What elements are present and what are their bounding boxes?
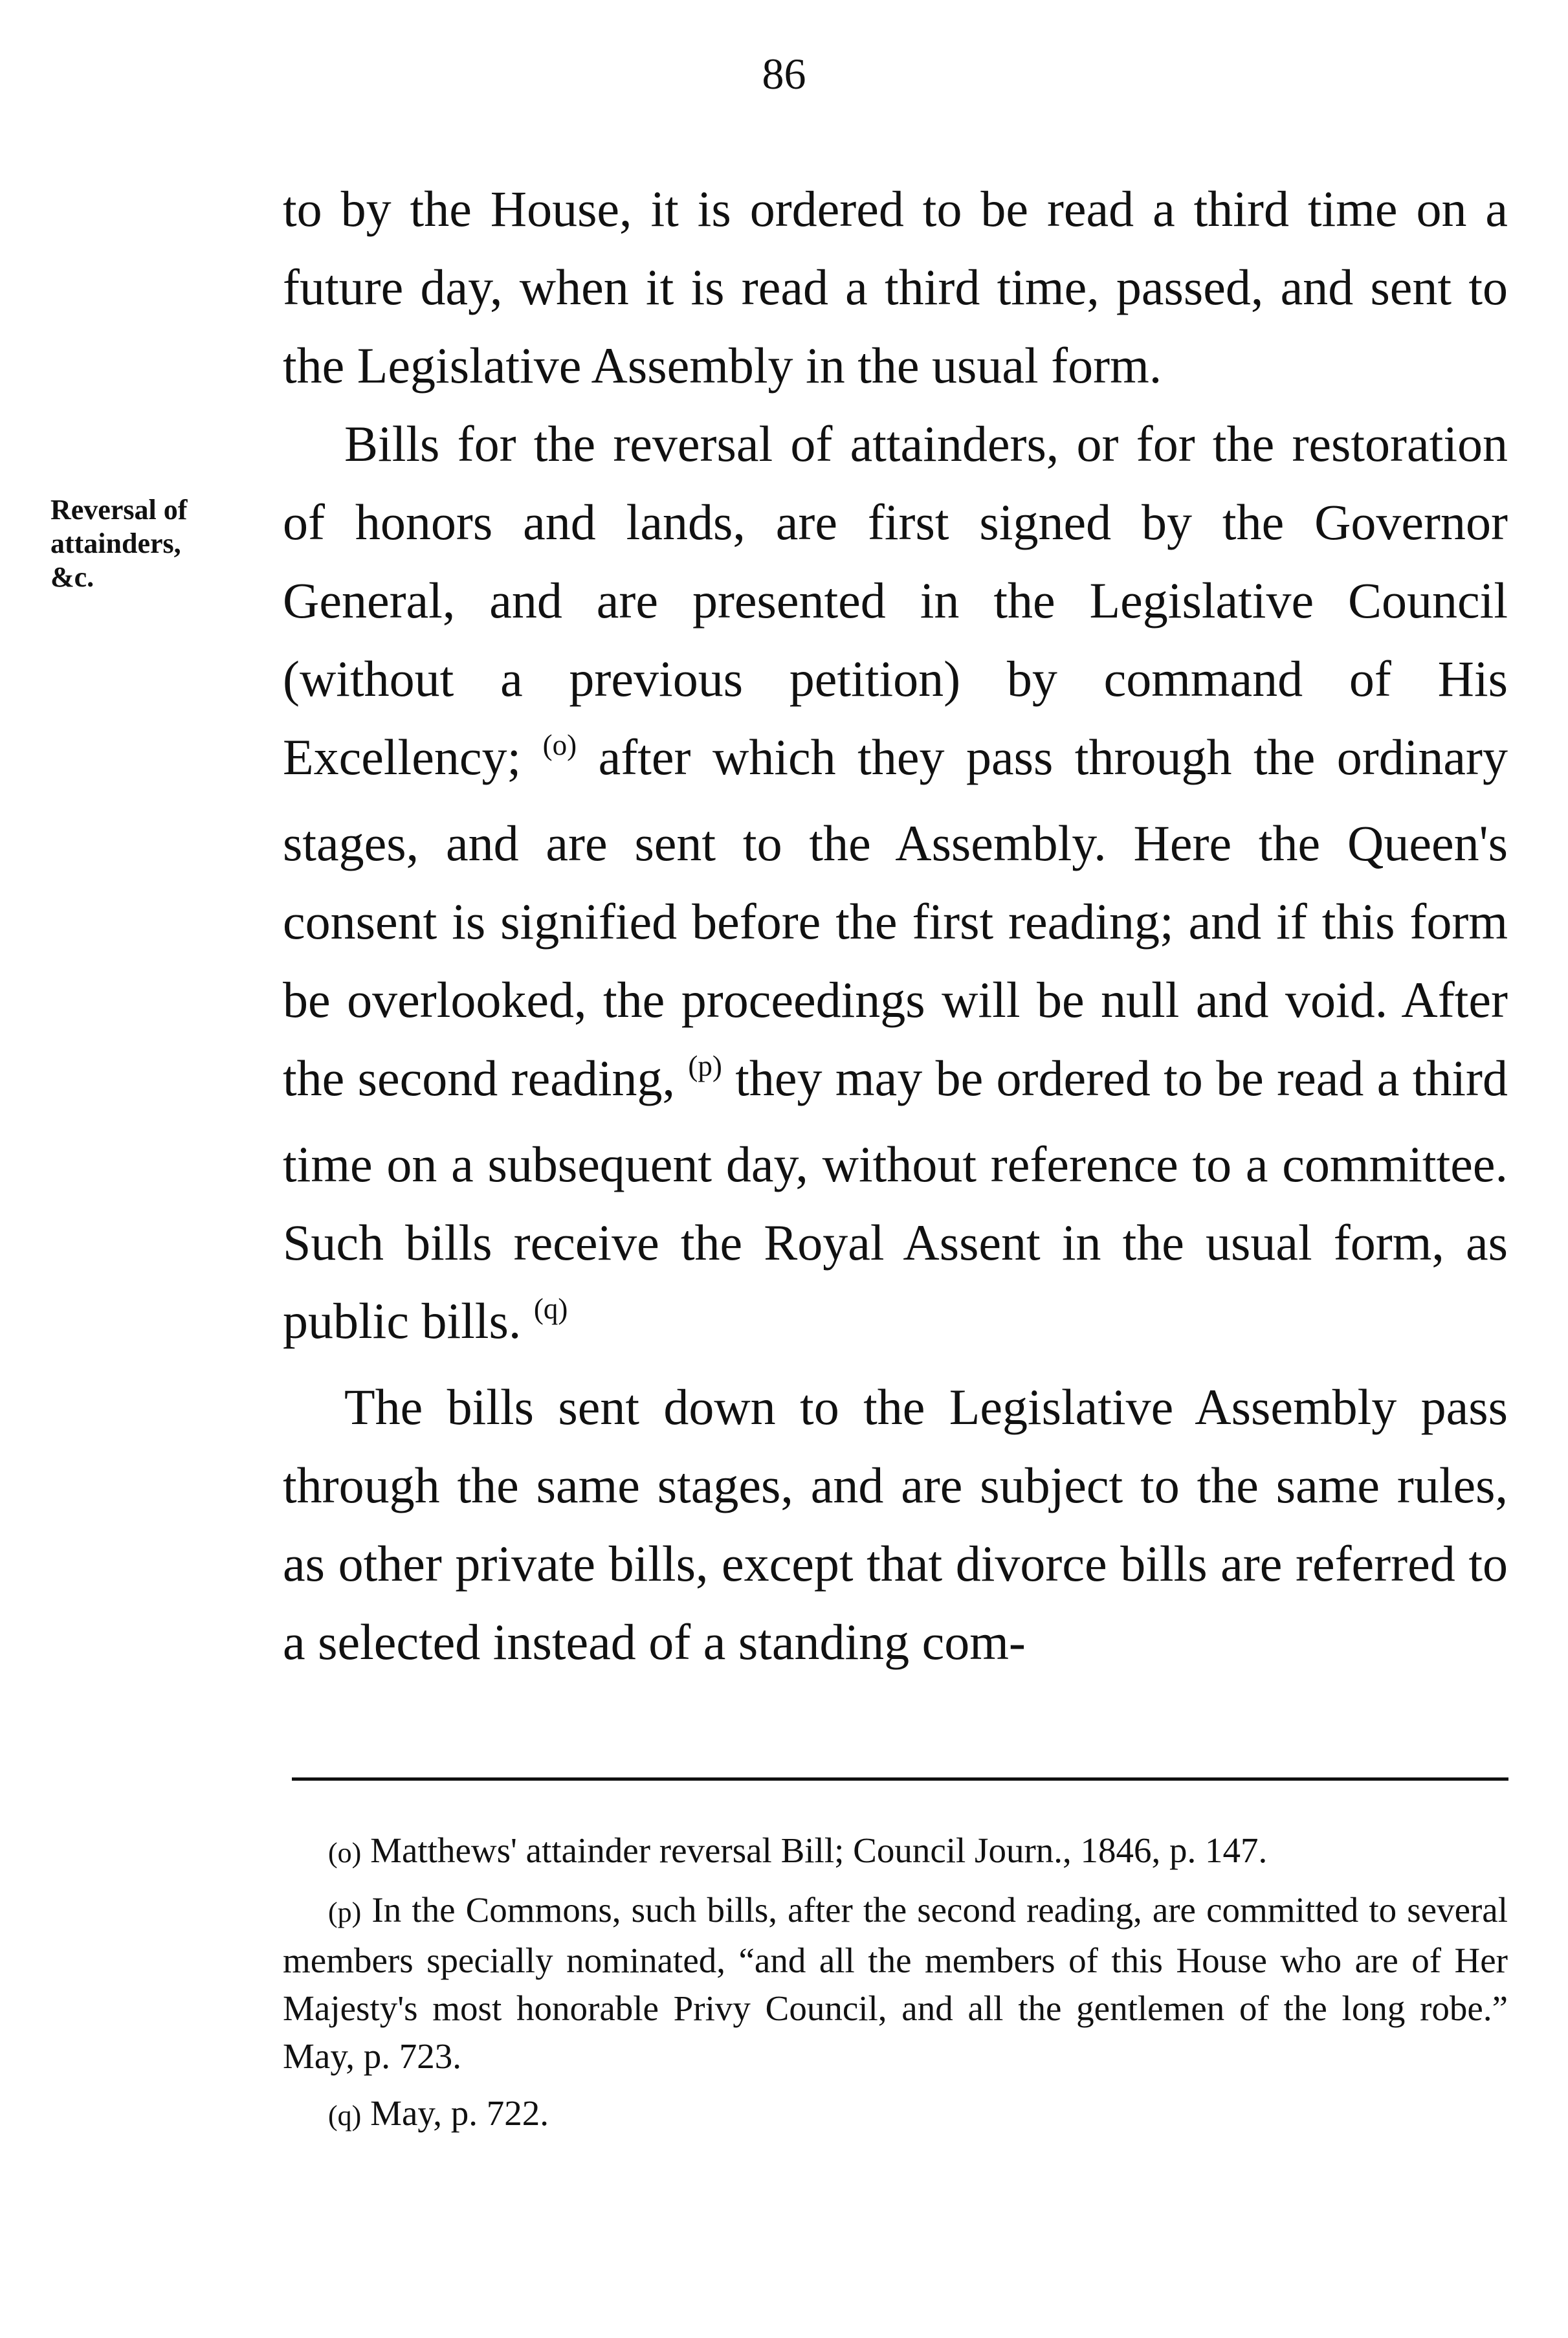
footnote-divider [292, 1777, 1508, 1781]
footnote-text: Matthews' attainder reversal Bill; Council Journ., 1846, p. 147. [370, 1831, 1268, 1870]
margin-note-line: Reversal of [50, 494, 188, 526]
footnote-text: In the Commons, such bills, after the second reading, are committed to several members specially nominated, “and all the members of this House who are of Her Majesty's most honorable Privy Council, and all the gentlemen of the long robe.” May, p. 723. [283, 1890, 1508, 2076]
footnotes [283, 1827, 1508, 2149]
footnote-mark: (q) [328, 2100, 362, 2132]
paragraph-text: they may be ordered to be read a third time on a subsequent day, without reference to a committee. Such bills receive the Royal Assent in the usual form, as public bills. [283, 1050, 1508, 1349]
footnote-o [283, 1827, 1508, 1877]
footnote-q [283, 2089, 1508, 2140]
paragraph-bills-sent-down: The bills sent down to the Legislative Assembly pass through the same stages, and are subject to the same rules, as other private bills, except that divorce bills are referred to a selected instead of a standing com- [283, 1379, 1508, 1670]
footnote-mark: (p) [328, 1897, 362, 1928]
footnote-p [283, 1886, 1508, 2080]
footnote-ref-o: (o) [542, 729, 577, 761]
footnote-mark: (o) [328, 1837, 362, 1869]
paragraph-text: after which they pass through the ordinary stages, and are sent to the Assembly. Here the Queen's consent is signified before the first reading; and if this form be overlooked, the proceedings will be null and void. After the second reading, [283, 729, 1508, 1106]
footnote-ref-p: (p) [688, 1050, 722, 1082]
margin-note-line: &c. [50, 561, 94, 593]
paragraph-continued: to by the House, it is ordered to be read a third time on a future day, when it is read a third time, passed, and sent to the Legislative Assembly in the usual form. [283, 181, 1508, 394]
page-number: 86 [762, 49, 806, 98]
paragraph-text: Bills for the reversal of attainders, or for the restoration of honors and lands, are first signed by the Governor General, and are presented in the Legislative Council (without a previous petition) by command of His Excellency; [283, 416, 1508, 785]
margin-note-line: attainders, [50, 528, 181, 559]
body-text [283, 170, 1508, 1681]
footnote-text: May, p. 722. [370, 2093, 549, 2133]
footnote-ref-q: (q) [533, 1293, 568, 1325]
paragraph-reversal-of-attainders [283, 405, 1508, 1368]
margin-note [50, 493, 271, 594]
